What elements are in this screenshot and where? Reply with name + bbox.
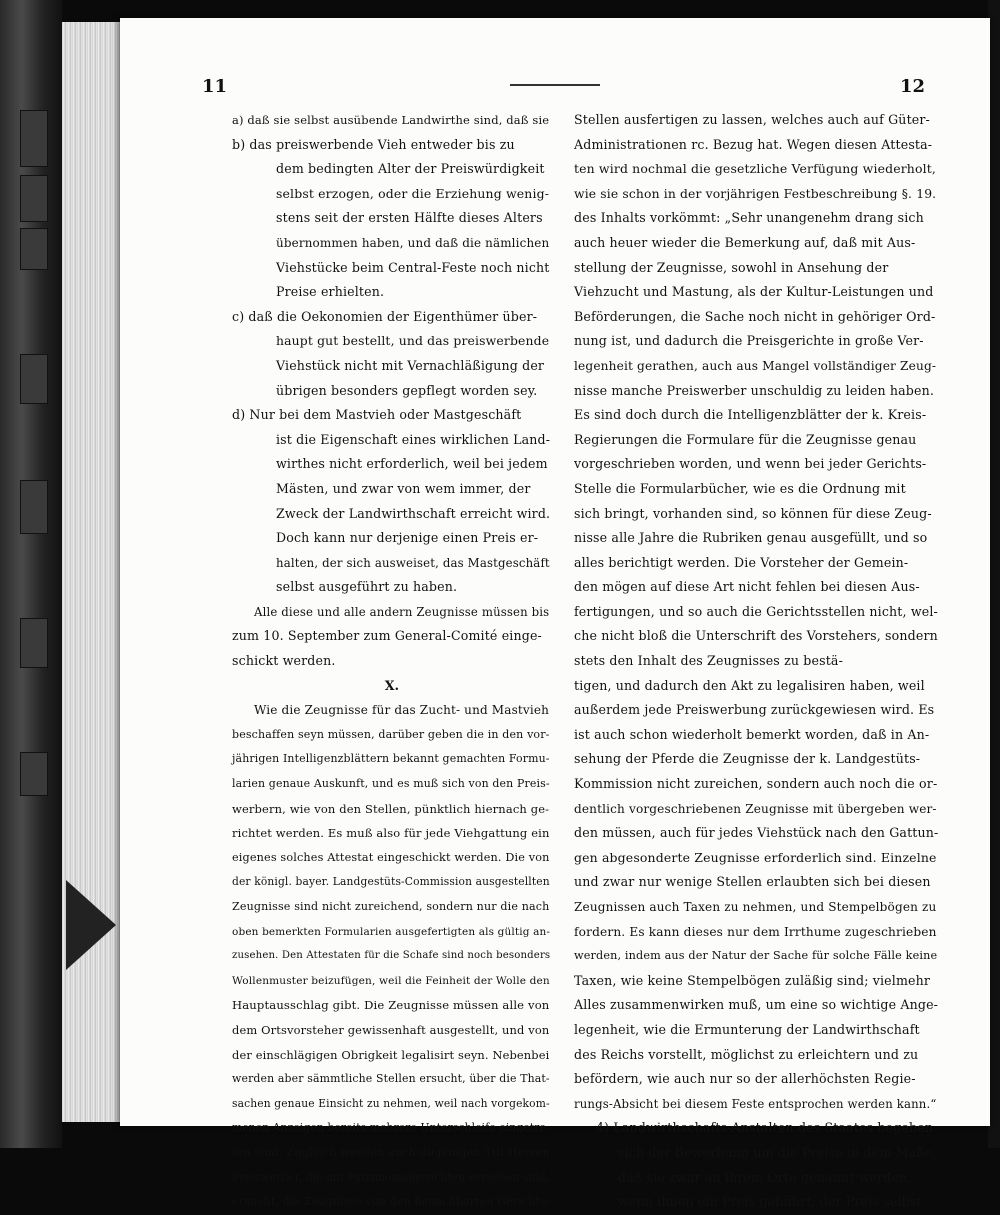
text-line: nisse manche Preiswerber unschuldig zu leiden haben. (574, 382, 935, 398)
text-line: übrigen besonders gepflegt worden sey. (276, 382, 538, 398)
text-line: stellung der Zeugnisse, sowohl in Ansehung der (574, 259, 889, 275)
text-line: Doch kann nur derjenige einen Preis er- (276, 530, 539, 546)
text-line: d) Nur bei dem Mastvieh oder Mastgeschäft (232, 407, 522, 423)
binding-tab (20, 354, 48, 404)
text-line: des Inhalts vorkömmt: „Sehr unangenehm drang sich (574, 210, 924, 226)
text-line: legenheit, wie die Ermunterung der Landwirthschaft (574, 1021, 920, 1037)
text-line: übernommen haben, und daß die nämlichen (276, 235, 550, 250)
text-line: Stellen ausfertigen zu lassen, welches auch auf Güter- (574, 112, 930, 127)
text-line: dem bedingten Alter der Preiswürdigkeit (276, 161, 545, 177)
text-line: stens seit der ersten Hälfte dieses Alters (276, 210, 543, 226)
text-line: gen abgesonderte Zeugnisse erforderlich sind. Einzelne (574, 849, 937, 865)
text-line: ist auch schon wiederholt bemerkt worden, daß in An- (574, 726, 930, 742)
text-line: Zweck der Landwirthschaft erreicht wird. (276, 505, 551, 521)
text-line: sich der Bewerbung um die Preise in dem Maße, (618, 1144, 937, 1160)
text-line: Preise erhielten. (276, 284, 385, 300)
text-line: dentlich vorgeschriebenen Zeugnisse mit übergeben wer- (574, 801, 937, 816)
binding-tab (20, 752, 48, 796)
text-line: befördern, wie auch nur so der allerhöchsten Regie- (574, 1071, 916, 1087)
text-line: sich bringt, vorhanden sind, so können für diese Zeug- (574, 505, 932, 521)
text-line: zum 10. September zum General-Comité einge- (232, 628, 542, 644)
text-line: Beförderungen, die Sache noch nicht in gehöriger Ord- (574, 308, 936, 324)
page-number-right: 12 (900, 76, 926, 97)
text-line: des Reichs vorstellt, möglichst zu erleichtern und zu (574, 1046, 919, 1062)
text-line: ten wird nochmal die gesetzliche Verfügung wiederholt, (574, 161, 936, 177)
text-line: legenheit gerathen, auch aus Mangel vollständiger Zeug- (574, 358, 937, 373)
text-line: und zwar nur wenige Stellen erlaubten sich bei diesen (574, 874, 931, 890)
text-line: selbst erzogen, oder die Erziehung wenig- (276, 185, 550, 201)
text-line: ten sind. Zugleich werden auch diejenigen Titl Herren (232, 1145, 550, 1159)
text-line: Viehstücke beim Central-Feste noch nicht (276, 259, 550, 275)
text-line: rungs-Absicht bei diesem Feste entsprochen werden kann.“ (574, 1096, 937, 1111)
text-line: tigen, und dadurch den Akt zu legalisiren haben, weil (574, 677, 925, 693)
binding-tab (20, 110, 48, 167)
text-line: Wollenmuster beizufügen, weil die Feinheit der Wolle den (232, 974, 550, 987)
text-line: Zeugnisse sind nicht zureichend, sondern nur die nach (232, 900, 550, 913)
text-line: ersucht, die Zeugnisse von den benachbarten Gerichts- (232, 1195, 550, 1209)
text-line: Taxen, wie keine Stempelbögen zuläßig sind; vielmehr (574, 972, 931, 988)
text-line: Viehstück nicht mit Vernachläßigung der (276, 357, 545, 373)
text-line: werden, indem aus der Natur der Sache für solche Fälle keine (574, 949, 938, 963)
text-line: zusehen. Den Attestaten für die Schafe sind noch besonders (232, 950, 551, 962)
text-line: Regierungen die Formulare für die Zeugnisse genau (574, 431, 917, 447)
binding-tab (20, 480, 48, 534)
text-line: richtet werden. Es muß also für jede Viehgattung ein (232, 826, 550, 841)
text-line: nisse alle Jahre die Rubriken genau ausgefüllt, und so (574, 530, 928, 546)
text-line: werbern, wie von den Stellen, pünktlich hiernach ge- (232, 801, 550, 816)
text-line: wirthes nicht erforderlich, weil bei jedem (276, 456, 548, 472)
text-line: jährigen Intelligenzblättern bekannt gemachten Formu- (232, 752, 550, 766)
text-line: haupt gut bestellt, und das preiswerbende (276, 333, 550, 349)
text-line: stets den Inhalt des Zeugnisses zu bestä- (574, 653, 843, 669)
text-line: menen Anzeigen bereits mehrere Unterschleife eingetre- (232, 1121, 550, 1135)
text-line: dem Ortsvorsteher gewissenhaft ausgestellt, und von (232, 1022, 550, 1037)
book-page (120, 18, 990, 1210)
book-binding (0, 0, 62, 1148)
text-line: daß sie zwar an ihrem Orte genannt werden, (618, 1169, 912, 1185)
text-line: schickt werden. (232, 653, 336, 669)
text-line: beschaffen seyn müssen, darüber geben die in den vor- (232, 727, 550, 741)
right-column (574, 108, 940, 1215)
text-line: ist die Eigenschaft eines wirklichen Land- (276, 431, 551, 447)
text-line: a) daß sie selbst ausübende Landwirthe sind, daß sie (232, 113, 550, 127)
text-line: oben bemerkten Formularien ausgefertigten als gültig an- (232, 925, 551, 938)
text-line: Kommission nicht zureichen, sondern auch noch die or- (574, 776, 938, 792)
text-line: Alles zusammenwirken muß, um eine so wichtige Ange- (574, 997, 939, 1013)
text-line: den mögen auf diese Art nicht fehlen bei diesen Aus- (574, 579, 920, 595)
text-line: vorgeschrieben worden, und wenn bei jeder Gerichts- (574, 456, 927, 472)
text-line: 4) Landwirthschafts-Anstalten des Staates begeben (596, 1120, 934, 1136)
text-line: den müssen, auch für jedes Viehstück nach den Gattun- (574, 825, 939, 841)
text-line: nung ist, und dadurch die Preisgerichte in große Ver- (574, 333, 924, 349)
text-line: Zeugnissen auch Taxen zu nehmen, und Stempelbögen zu (574, 900, 937, 914)
text-line: auch heuer wieder die Bemerkung auf, daß mit Aus- (574, 234, 916, 250)
text-line: alles berichtigt werden. Die Vorsteher der Gemein- (574, 554, 909, 570)
corner-protector (66, 880, 116, 970)
text-line: Preiswerber, die mit Patrimonialgerichten versehen sind, (232, 1170, 550, 1184)
text-line: außerdem jede Preiswerbung zurückgewiesen wird. Es (574, 702, 935, 718)
text-line: Alle diese und alle andern Zeugnisse müssen bis (254, 604, 550, 619)
text-line: sachen genaue Einsicht zu nehmen, weil nach vorgekom- (232, 1096, 550, 1110)
binding-tab (20, 228, 48, 270)
text-line: Viehzucht und Mastung, als der Kultur-Leistungen und (574, 284, 934, 300)
text-line: eigenes solches Attestat eingeschickt werden. Die von (232, 850, 550, 864)
header-rule (510, 84, 600, 86)
text-line: c) daß die Oekonomien der Eigenthümer über- (232, 308, 538, 324)
text-line: Hauptausschlag gibt. Die Zeugnisse müssen alle von (232, 998, 550, 1013)
left-column (232, 108, 552, 1215)
page-number-left: 11 (202, 76, 228, 97)
text-line: Mästen, und zwar von wem immer, der (276, 480, 531, 496)
text-line: der einschlägigen Obrigkeit legalisirt seyn. Nebenbei (232, 1047, 550, 1062)
text-line: Stelle die Formularbücher, wie es die Ordnung mit (574, 480, 906, 496)
text-line: der königl. bayer. Landgestüts-Commission ausgestellten (232, 875, 550, 889)
text-line: wenn ihnen ein Preis gebührt, der Preis selbst (618, 1194, 922, 1210)
binding-tab (20, 175, 48, 222)
text-line: fertigungen, und so auch die Gerichtsstellen nicht, wel- (574, 603, 938, 619)
text-line: Administrationen rc. Bezug hat. Wegen diesen Attesta- (574, 136, 933, 152)
text-line: Es sind doch durch die Intelligenzblätter der k. Kreis- (574, 407, 927, 423)
text-line: halten, der sich ausweiset, das Mastgeschäft (276, 555, 550, 570)
binding-tab (20, 618, 48, 668)
text-line: Wie die Zeugnisse für das Zucht- und Mastvieh (254, 703, 550, 718)
text-line: larien genaue Auskunft, und es muß sich von den Preis- (232, 777, 550, 791)
text-line: fordern. Es kann dieses nur dem Irrthume zugeschrieben (574, 924, 937, 939)
text-line: b) das preiswerbende Vieh entweder bis zu (232, 136, 515, 152)
text-line: wie sie schon in der vorjährigen Festbeschreibung §. 19. (574, 186, 937, 201)
text-line: sehung der Pferde die Zeugnisse der k. Landgestüts- (574, 751, 921, 767)
text-line: che nicht bloß die Unterschrift des Vorstehers, sondern (574, 628, 938, 644)
text-line: werden aber sämmtliche Stellen ersucht, über die That- (232, 1072, 550, 1086)
text-line: selbst ausgeführt zu haben. (276, 579, 458, 595)
text-line: X. (384, 677, 400, 693)
